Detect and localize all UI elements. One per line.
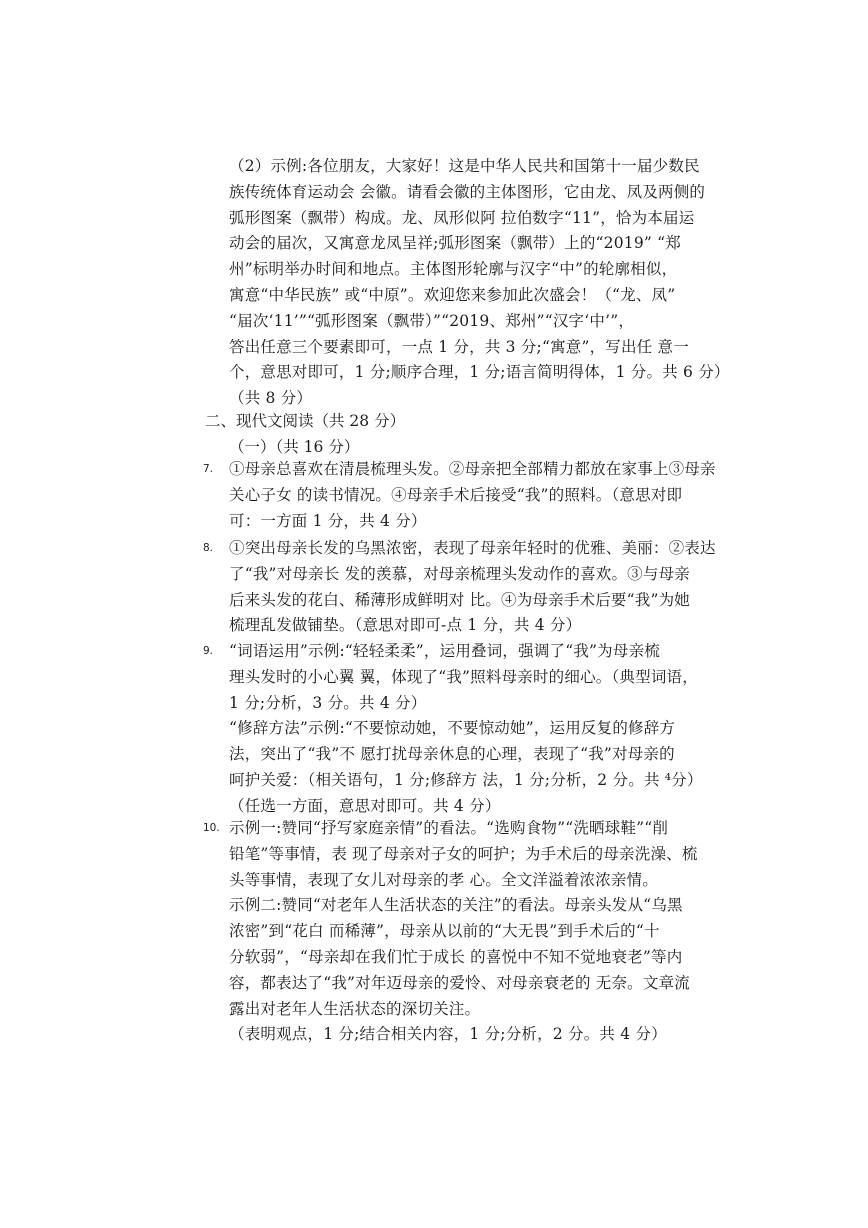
q9-number: 9. [203, 645, 214, 657]
q7-line-1: ①母亲总喜欢在清晨梳理头发。②母亲把全部精力都放在家事上③母亲 [229, 460, 716, 478]
q9-line-5: 法，突出了“我”不 愿打扰母亲休息的心理，表现了“我”对母亲的 [229, 745, 675, 764]
q2-line-7: “届次‘11’”“弧形图案（飘带）”“2019、郑州”“汉字‘中’”， [229, 311, 635, 330]
q2-line-4: 动会的届次，又寓意龙凤呈祥;弧形图案（飘带）上的“2019” “郑 [229, 234, 681, 253]
q2-line-5: 州”标明举办时间和地点。主体图形轮廓与汉字“中”的轮廓相似， [229, 260, 678, 279]
q7-line-2: 关心子女 的读书情况。④母亲手术后接受“我”的照料。（意思对即 [229, 485, 683, 504]
q7-line-3: 可：一方面 1 分，共 4 分） [229, 511, 427, 530]
q2-line-8: 答出任意三个要素即可，一点 1 分，共 3 分;“寓意”，写出任 意一 [229, 337, 689, 356]
q9-line-7: （任选一方面，意思对即可。共 4 分） [229, 796, 501, 815]
q10-line-9: （表明观点，1 分;结合相关内容，1 分;分析，2 分。共 4 分） [229, 1025, 667, 1044]
q9-answer-block [229, 639, 703, 820]
q7-number: 7. [203, 463, 214, 475]
q10-line-5: 浓密”到“花白 而稀薄”，母亲从以前的“大无畏”到手术后的“十 [229, 922, 660, 941]
q2-answer-block [229, 154, 730, 412]
q2-line-1: （2）示例:各位朋友，大家好！这是中华人民共和国第十一届少数民 [229, 157, 700, 175]
section2-title: 二、现代文阅读（共 28 分） [205, 412, 406, 430]
q10-line-2: 铅笔”等事情，表 现了母亲对子女的呵护；为手术后的母亲洗澡、梳 [229, 844, 698, 863]
q10-line-6: 分软弱”，“母亲却在我们忙于成长 的喜悦中不知不觉地衰老”等内 [229, 947, 683, 966]
q8-answer-block [229, 536, 716, 639]
q10-line-1: 示例一:赞同“抒写家庭亲情”的看法。“选购食物”“洗晒球鞋”“削 [229, 819, 669, 837]
q10-number: 10. [203, 822, 220, 834]
q9-line-2: 理头发时的小心翼 翼，体现了“我”照料母亲时的细心。（典型词语， [229, 667, 698, 686]
q2-line-2: 族传统体育运动会 会徽。请看会徽的主体图形，它由龙、凤及两侧的 [229, 182, 706, 201]
q10-line-7: 容，都表达了“我”对年迈母亲的爱怜、对母亲衰老的 无奈。文章流 [229, 973, 690, 992]
q9-line-3: 1 分;分析，3 分。共 4 分） [229, 693, 427, 712]
q9-line-4: “修辞方法”示例:“不要惊动她，不要惊动她”，运用反复的修辞方 [229, 719, 676, 738]
q9-line-6: 呵护关爱：（相关语句，1 分;修辞方 法，1 分;分析，2 分。共 ⁴分） [229, 770, 703, 789]
q8-line-4: 梳理乱发做铺垫。（意思对即可-点 1 分，共 4 分） [229, 616, 582, 635]
q10-answer-block [229, 816, 697, 1048]
q8-line-2: 了“我”对母亲长 发的羡慕，对母亲梳理头发动作的喜欢。③与母亲 [229, 564, 690, 583]
q2-line-10: （共 8 分） [229, 389, 313, 408]
q10-line-8: 露出对老年人生活状态的深切关注。 [229, 999, 481, 1018]
q2-line-3: 弧形图案（飘带）构成。龙、凤形似阿 拉伯数字“11”，恰为本届运 [229, 208, 695, 227]
q7-answer-block [229, 457, 716, 534]
q8-line-1: ①突出母亲长发的乌黑浓密，表现了母亲年轻时的优雅、美丽：②表达 [229, 539, 716, 557]
section2-subtitle: （一）（共 16 分） [229, 438, 360, 456]
q2-line-9: 个，意思对即可，1 分;顺序合理，1 分;语言简明得体，1 分。共 6 分） [229, 363, 730, 382]
q10-line-3: 头等事情，表现了女儿对母亲的孝 心。全文洋溢着浓浓亲情。 [229, 870, 659, 889]
q8-number: 8. [203, 542, 214, 554]
q9-line-1: “词语运用”示例:“轻轻柔柔”，运用叠词，强调了“我”为母亲梳 [229, 642, 660, 660]
q2-line-6: 寓意“中华民族” 或“中原”。欢迎您来参加此次盛会！（“龙、凤” [229, 285, 676, 304]
q8-line-3: 后来头发的花白、稀薄形成鲜明对 比。④为母亲手术后要“我”为她 [229, 590, 690, 609]
q10-line-4: 示例二:赞同“对老年人生活状态的关注”的看法。母亲头发从“乌黑 [229, 896, 683, 915]
